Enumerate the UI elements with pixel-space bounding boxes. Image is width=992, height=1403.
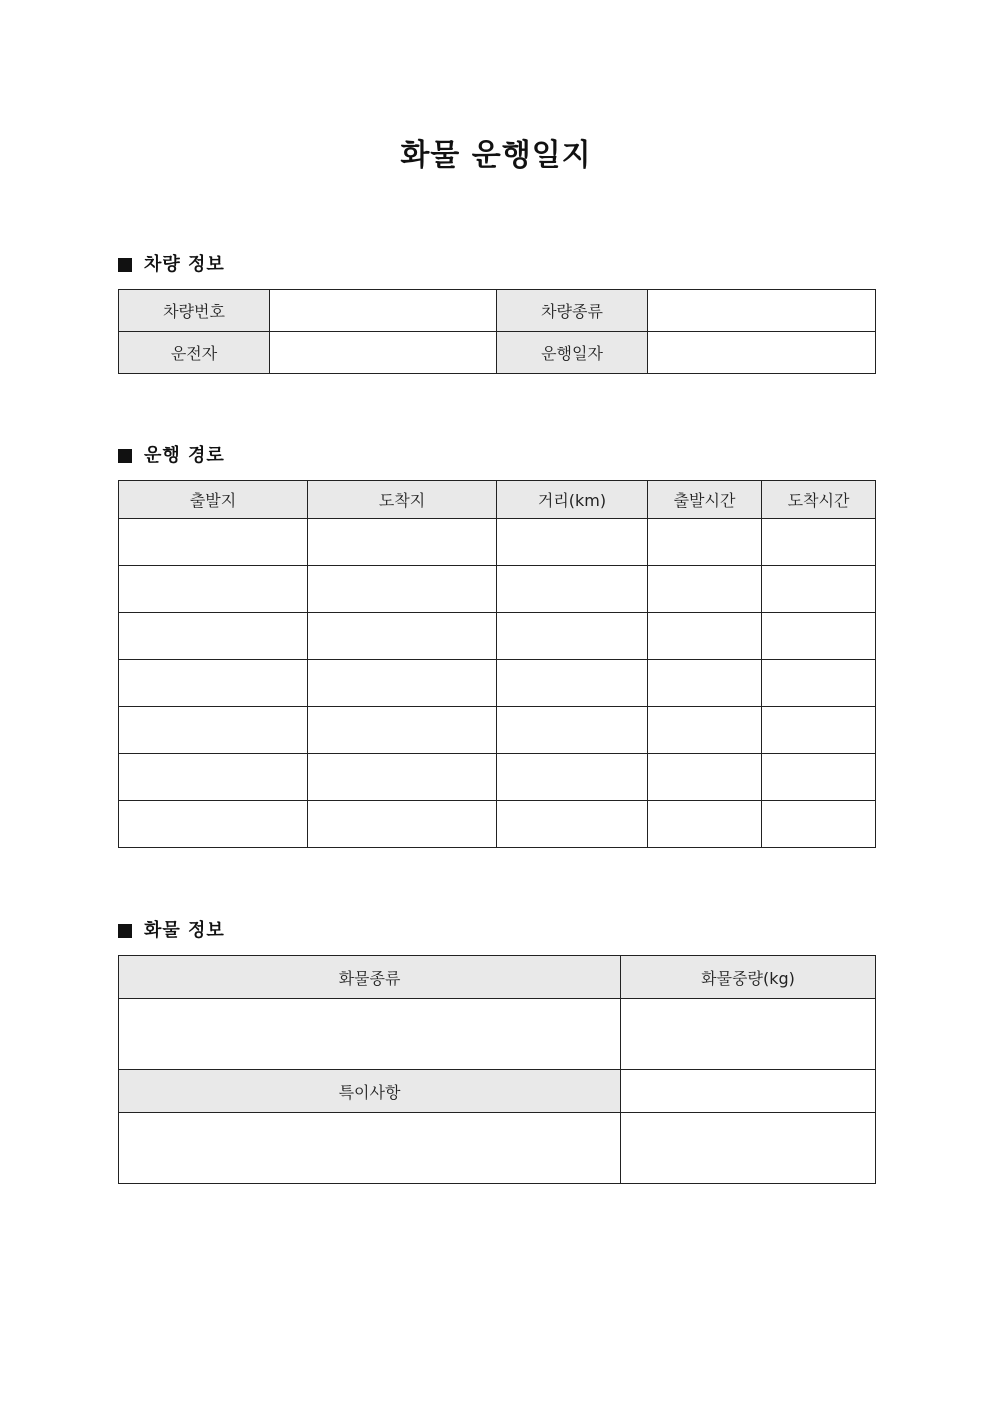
destination-cell[interactable] xyxy=(308,566,497,613)
departure-time-cell[interactable] xyxy=(648,519,762,566)
table-row xyxy=(119,332,876,374)
cargo-weight-field[interactable] xyxy=(621,999,876,1070)
cargo-type-field[interactable] xyxy=(119,999,621,1070)
distance-cell[interactable] xyxy=(497,566,648,613)
black-square-icon xyxy=(118,449,132,463)
destination-cell[interactable] xyxy=(308,660,497,707)
departure-time-cell[interactable] xyxy=(648,566,762,613)
operation-date-field[interactable] xyxy=(648,332,876,374)
table-header-row xyxy=(119,481,876,519)
cargo-weight-header: 화물중량(kg) xyxy=(621,956,876,999)
cargo-section-heading xyxy=(118,918,225,944)
driver-label: 운전자 xyxy=(119,332,270,374)
route-section-title: 운행 경로 xyxy=(144,445,225,466)
departure-cell[interactable] xyxy=(119,754,308,801)
arrival-time-cell[interactable] xyxy=(762,613,876,660)
black-square-icon xyxy=(118,924,132,938)
operation-date-label: 운행일자 xyxy=(497,332,648,374)
cargo-info-table xyxy=(118,955,876,1184)
arrival-time-cell[interactable] xyxy=(762,566,876,613)
distance-cell[interactable] xyxy=(497,613,648,660)
departure-time-cell[interactable] xyxy=(648,660,762,707)
notes-extra-field[interactable] xyxy=(621,1113,876,1184)
destination-cell[interactable] xyxy=(308,707,497,754)
departure-cell[interactable] xyxy=(119,519,308,566)
distance-cell[interactable] xyxy=(497,519,648,566)
vehicle-section-heading xyxy=(118,252,225,278)
departure-time-cell[interactable] xyxy=(648,754,762,801)
notes-field[interactable] xyxy=(119,1113,621,1184)
table-row xyxy=(119,1070,876,1113)
table-row xyxy=(119,660,876,707)
table-row xyxy=(119,566,876,613)
cargo-section-title: 화물 정보 xyxy=(144,920,225,941)
destination-cell[interactable] xyxy=(308,801,497,848)
distance-cell[interactable] xyxy=(497,707,648,754)
destination-column-header: 도착지 xyxy=(308,481,497,519)
distance-cell[interactable] xyxy=(497,801,648,848)
table-row xyxy=(119,1113,876,1184)
route-table xyxy=(118,480,876,848)
departure-cell[interactable] xyxy=(119,566,308,613)
black-square-icon xyxy=(118,258,132,272)
page-title: 화물 운행일지 xyxy=(400,138,592,173)
departure-cell[interactable] xyxy=(119,707,308,754)
destination-cell[interactable] xyxy=(308,754,497,801)
departure-time-cell[interactable] xyxy=(648,707,762,754)
distance-column-header: 거리(km) xyxy=(497,481,648,519)
cargo-type-header: 화물종류 xyxy=(119,956,621,999)
vehicle-number-label: 차량번호 xyxy=(119,290,270,332)
vehicle-info-table xyxy=(118,289,876,374)
departure-column-header: 출발지 xyxy=(119,481,308,519)
departure-time-cell[interactable] xyxy=(648,801,762,848)
table-row xyxy=(119,707,876,754)
departure-time-column-header: 출발시간 xyxy=(648,481,762,519)
arrival-time-cell[interactable] xyxy=(762,801,876,848)
arrival-time-cell[interactable] xyxy=(762,519,876,566)
driver-field[interactable] xyxy=(270,332,497,374)
table-row xyxy=(119,801,876,848)
notes-label: 특이사항 xyxy=(119,1070,621,1113)
destination-cell[interactable] xyxy=(308,519,497,566)
vehicle-number-field[interactable] xyxy=(270,290,497,332)
arrival-time-cell[interactable] xyxy=(762,754,876,801)
distance-cell[interactable] xyxy=(497,660,648,707)
departure-cell[interactable] xyxy=(119,613,308,660)
table-row xyxy=(119,999,876,1070)
departure-cell[interactable] xyxy=(119,660,308,707)
vehicle-type-label: 차량종류 xyxy=(497,290,648,332)
notes-side-field[interactable] xyxy=(621,1070,876,1113)
table-row xyxy=(119,290,876,332)
arrival-time-cell[interactable] xyxy=(762,660,876,707)
arrival-time-column-header: 도착시간 xyxy=(762,481,876,519)
arrival-time-cell[interactable] xyxy=(762,707,876,754)
table-row xyxy=(119,613,876,660)
route-section-heading xyxy=(118,443,225,469)
distance-cell[interactable] xyxy=(497,754,648,801)
table-row xyxy=(119,754,876,801)
vehicle-type-field[interactable] xyxy=(648,290,876,332)
departure-time-cell[interactable] xyxy=(648,613,762,660)
table-row xyxy=(119,956,876,999)
destination-cell[interactable] xyxy=(308,613,497,660)
departure-cell[interactable] xyxy=(119,801,308,848)
vehicle-section-title: 차량 정보 xyxy=(144,254,225,275)
table-row xyxy=(119,519,876,566)
